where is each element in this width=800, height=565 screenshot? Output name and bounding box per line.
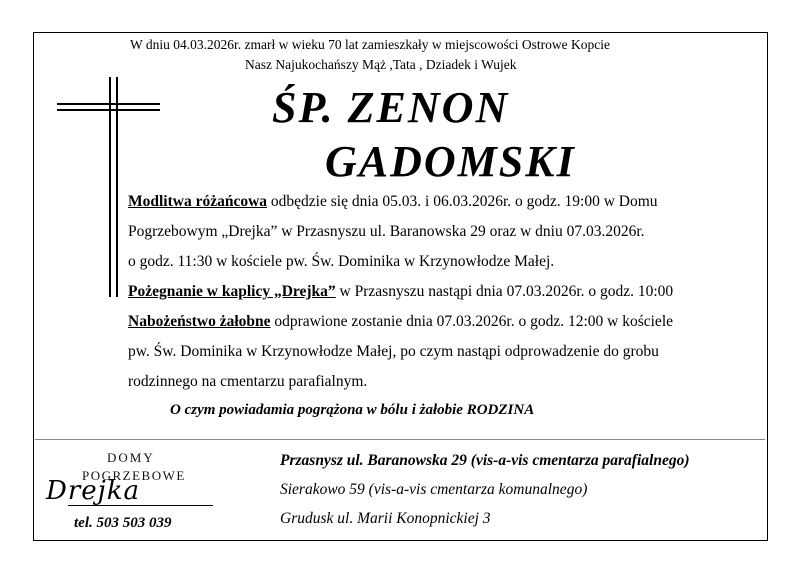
phone-number: tel. 503 503 039 [74,515,172,531]
rosary-line-3: o godz. 11:30 w kościele pw. Św. Dominika w Krzynowłodze Małej. [128,253,555,270]
rosary-label: Modlitwa różańcowa [128,193,268,210]
address-1: Przasnysz ul. Baranowska 29 (vis-a-vis cmentarza parafialnego) [280,452,690,469]
mass-text-1: odprawione zostanie dnia 07.03.2026r. o godz. 12:00 w kościele [270,313,674,330]
mass-line-1 [128,313,673,331]
intro-line-2: Nasz Najukochańszy Mąż ,Tata , Dziadek i Wujek [245,57,517,72]
rosary-line-2: Pogrzebowym „Drejka” w Przasnyszu ul. Baranowska 29 oraz w dniu 07.03.2026r. [128,223,645,240]
logo-underline [68,505,213,506]
footer-divider [35,439,765,440]
rosary-line-1 [128,193,658,211]
address-3: Grudusk ul. Marii Konopnickiej 3 [280,510,491,527]
farewell-text: w Przasnyszu nastąpi dnia 07.03.2026r. o godz. 10:00 [335,283,674,300]
mass-label: Nabożeństwo żałobne [128,313,271,330]
deceased-name-line-1: ŚP. ZENON [272,83,510,132]
deceased-name-line-2: GADOMSKI [325,137,576,186]
logo-script: Drejka [46,476,140,506]
mass-line-2: pw. Św. Dominika w Krzynowłodze Małej, po czym nastąpi odprowadzenie do grobu [128,343,659,360]
rosary-text-1: odbędzie się dnia 05.03. i 06.03.2026r. o godz. 19:00 w Domu [267,193,658,210]
closing-line: O czym powiadamia pogrążona w bólu i żałobie RODZINA [170,402,535,418]
farewell-line [128,283,673,301]
intro-line-1: W dniu 04.03.2026r. zmarł w wieku 70 lat zamieszkały w miejscowości Ostrowe Kopcie [130,37,611,52]
farewell-label: Pożegnanie w kaplicy „Drejka” [128,283,336,300]
mass-line-3: rodzinnego na cmentarzu parafialnym. [128,373,368,390]
logo-text-top: DOMY [107,450,155,465]
address-2: Sierakowo 59 (vis-a-vis cmentarza komunalnego) [280,481,588,498]
logo-text-mid: POGRZEBOWE [82,468,186,483]
